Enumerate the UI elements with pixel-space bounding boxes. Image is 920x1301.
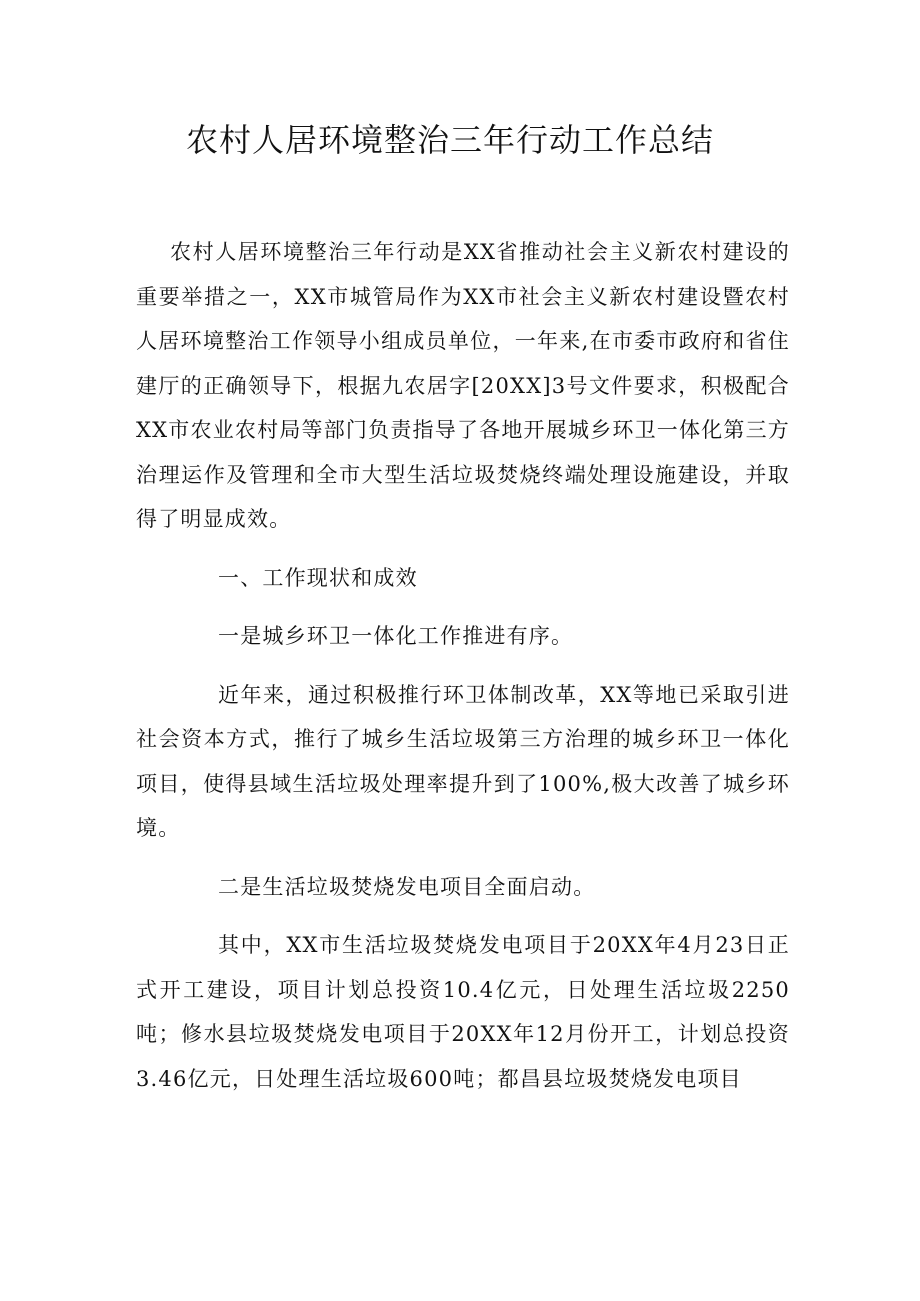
intro-paragraph: 农村人居环境整治三年行动是XX省推动社会主义新农村建设的重要举措之一，XX市城管局作为XX市社会主义新农村建设暨农村人居环境整治工作领导小组成员单位，一年来,在市委市政府和省住建厅的正确领导下，根据九农居字[20XX]3号文件要求，积极配合XX市农业农村局等部门负责指导了各地开展城乡环卫一体化第三方治理运作及管理和全市大型生活垃圾焚烧终端处理设施建设，并取得了明显成效。 (136, 240, 790, 531)
document-body (136, 230, 790, 1101)
subheading-1: 一是城乡环卫一体化工作推进有序。 (218, 624, 574, 648)
paragraph-1: 近年来，通过积极推行环卫体制改革，XX等地已采取引进社会资本方式，推行了城乡生活垃圾第三方治理的城乡环卫一体化项目，使得县域生活垃圾处理率提升到了100%,极大改善了城乡环境。 (136, 682, 790, 840)
subheading-2: 二是生活垃圾焚烧发电项目全面启动。 (218, 874, 596, 899)
section-heading: 一、工作现状和成效 (218, 565, 418, 590)
document-title: 农村人居环境整治三年行动工作总结 (185, 121, 714, 159)
paragraph-2: 其中，XX市生活垃圾焚烧发电项目于20XX年4月23日正式开工建设，项目计划总投资10.4亿元，日处理生活垃圾2250吨；修水县垃圾焚烧发电项目于20XX年12月份开工，计划总投资3.46亿元，日处理生活垃圾600吨；都昌县垃圾焚烧发电项目 (136, 933, 790, 1091)
